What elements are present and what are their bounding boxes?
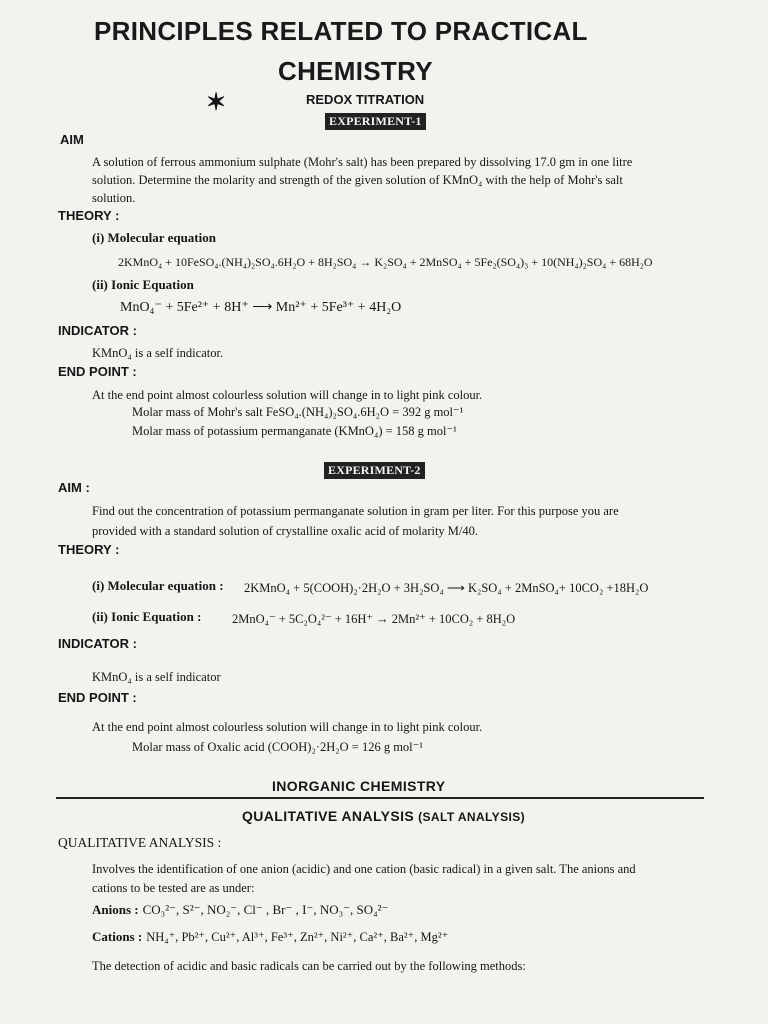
cations-list: NH₄⁺, Pb²⁺, Cu²⁺, Al³⁺, Fe³⁺, Zn²⁺, Ni²⁺, Ca²⁺, Ba²⁺, Mg²⁺: [146, 930, 449, 944]
inorganic-heading: INORGANIC CHEMISTRY: [272, 778, 446, 794]
exp1-indicator-label: INDICATOR :: [58, 323, 137, 338]
exp1-aim-line1: A solution of ferrous ammonium sulphate (Mohr's salt) has been prepared by dissolving 17.0 gm in one litre: [92, 155, 633, 169]
experiment-2-label: EXPERIMENT-2: [324, 462, 425, 479]
anions-row: [92, 901, 388, 919]
exp1-aim-line3: solution.: [92, 191, 136, 205]
exp2-molar-mass-1: Molar mass of Oxalic acid (COOH)₂·2H₂O = 126 g mol⁻¹: [132, 740, 423, 754]
exp1-ionic-equation: MnO₄⁻ + 5Fe²⁺ + 8H⁺ ⟶ Mn²⁺ + 5Fe³⁺ + 4H₂O: [120, 300, 402, 315]
page-title-line1: PRINCIPLES RELATED TO PRACTICAL: [94, 16, 588, 46]
page-subtitle: REDOX TITRATION: [306, 92, 425, 107]
exp1-endpoint-label: END POINT :: [58, 364, 137, 379]
star-mark: ✶: [206, 90, 227, 116]
exp1-ionic-label: (ii) Ionic Equation: [92, 277, 194, 292]
qa-line2: cations to be tested are as under:: [92, 881, 255, 895]
qualitative-analysis-heading: [242, 808, 525, 826]
exp2-molecular-equation: 2KMnO₄ + 5(COOH)₂·2H₂O + 3H₂SO₄ ⟶ K₂SO₄ + 2MnSO₄+ 10CO₂ +18H₂O: [244, 581, 649, 595]
qa-line1: Involves the identification of one anion (acidic) and one cation (basic radical) in a given salt. The anions and: [92, 862, 636, 876]
cations-row: [92, 928, 448, 946]
exp2-endpoint-text: At the end point almost colourless solution will change in to light pink colour.: [92, 720, 483, 734]
qa-heading-main: QUALITATIVE ANALYSIS: [242, 808, 415, 824]
exp2-ionic-equation: 2MnO₄⁻ + 5C₂O₄²⁻ + 16H⁺ → 2Mn²⁺ + 10CO₂ + 8H₂O: [232, 612, 516, 626]
exp2-theory-label: THEORY :: [58, 542, 120, 557]
exp1-molecular-equation: 2KMnO₄ + 10FeSO₄.(NH₄)₂SO₄.6H₂O + 8H₂SO₄ → K₂SO₄ + 2MnSO₄ + 5Fe₂(SO₄)₃ + 10(NH₄)₂SO₄ + 68H₂O: [118, 255, 653, 269]
anions-label: Anions :: [92, 902, 139, 917]
experiment-1-label: EXPERIMENT-1: [325, 113, 426, 130]
exp2-aim-label: AIM :: [58, 480, 90, 495]
qa-heading-suffix: (SALT ANALYSIS): [418, 810, 526, 824]
qa-label: QUALITATIVE ANALYSIS :: [58, 835, 222, 850]
exp1-molar-mass-1: Molar mass of Mohr's salt FeSO₄.(NH₄)₂SO₄.6H₂O = 392 g mol⁻¹: [132, 405, 464, 419]
exp1-molar-mass-2: Molar mass of potassium permanganate (KMnO₄) = 158 g mol⁻¹: [132, 424, 457, 438]
exp2-aim-line2: provided with a standard solution of crystalline oxalic acid of molarity M/40.: [92, 524, 479, 538]
exp1-aim-line2: solution. Determine the molarity and strength of the given solution of KMnO₄ with the help of Mohr's salt: [92, 173, 623, 187]
exp1-indicator-text: KMnO₄ is a self indicator.: [92, 346, 224, 360]
exp2-aim-line1: Find out the concentration of potassium permanganate solution in gram per liter. For this purpose you are: [92, 504, 619, 518]
exp1-aim-label: AIM: [60, 132, 84, 147]
exp1-theory-label: THEORY :: [58, 208, 120, 223]
section-divider: [56, 797, 704, 799]
exp2-endpoint-label: END POINT :: [58, 690, 137, 705]
page-title-line2: CHEMISTRY: [278, 56, 433, 86]
exp1-molecular-label: (i) Molecular equation: [92, 230, 216, 245]
exp2-molecular-label: (i) Molecular equation :: [92, 578, 224, 593]
exp2-ionic-label: (ii) Ionic Equation :: [92, 609, 202, 624]
exp2-indicator-text: KMnO₄ is a self indicator: [92, 670, 221, 684]
detection-text: The detection of acidic and basic radicals can be carried out by the following methods:: [92, 959, 526, 973]
anions-list: CO₃²⁻, S²⁻, NO₂⁻, Cl⁻ , Br⁻ , I⁻, NO₃⁻, SO₄²⁻: [142, 902, 389, 917]
exp2-indicator-label: INDICATOR :: [58, 636, 137, 651]
cations-label: Cations :: [92, 929, 143, 944]
exp1-endpoint-text: At the end point almost colourless solution will change in to light pink colour.: [92, 388, 483, 402]
